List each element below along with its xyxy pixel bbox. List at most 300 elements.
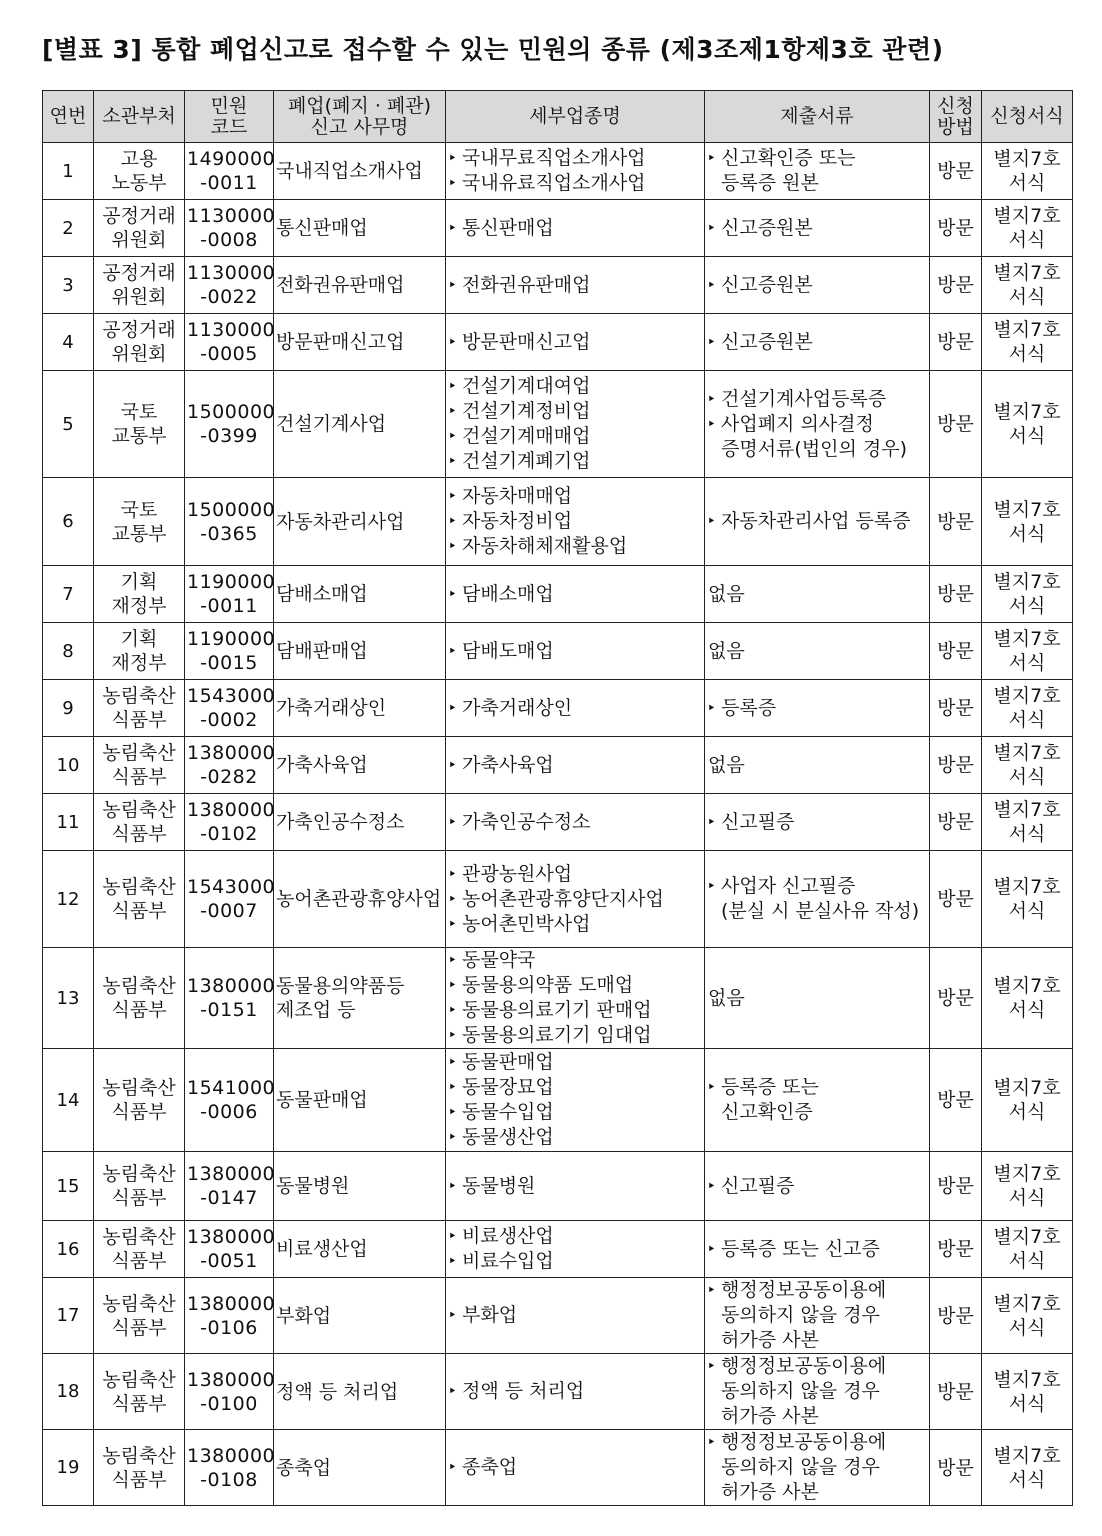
office-name-cell: 가축사육업	[274, 737, 446, 794]
required-docs-cell	[705, 1430, 930, 1506]
department-cell	[94, 794, 185, 851]
application-method-cell: 방문	[930, 478, 982, 566]
application-form-cell: 별지7호 서식	[982, 200, 1073, 257]
office-name-cell: 가축거래상인	[274, 680, 446, 737]
required-doc-item: ‣ 신고증원본	[707, 330, 927, 355]
application-form-cell: 별지7호 서식	[982, 1354, 1073, 1430]
required-docs-cell	[705, 680, 930, 737]
complaint-code-cell	[185, 623, 274, 680]
office-name-cell: 동물병원	[274, 1152, 446, 1221]
table-row	[43, 1152, 1073, 1221]
complaint-code-part: 1130000	[187, 262, 276, 284]
required-doc-item: ‣ 행정정보공동이용에 동의하지 않을 경우 허가증 사본	[707, 1354, 927, 1429]
sub-business-cell	[446, 566, 705, 623]
required-doc-item: ‣ 행정정보공동이용에 동의하지 않을 경우 허가증 사본	[707, 1430, 927, 1505]
sub-business-item: ‣ 가축사육업	[448, 753, 702, 778]
required-doc-item: ‣ 등록증 또는 신고확인증	[707, 1075, 927, 1125]
sub-business-item: ‣ 농어촌관광휴양단지사업	[448, 887, 702, 912]
complaint-code-part: -0008	[200, 229, 258, 251]
sub-business-item: ‣ 통신판매업	[448, 216, 702, 241]
complaint-types-table	[42, 90, 1073, 1506]
department-text: 국토 교통부	[111, 401, 167, 447]
required-doc-item: ‣ 신고증원본	[707, 216, 927, 241]
sub-business-item: ‣ 건설기계폐기업	[448, 449, 702, 474]
sub-business-item: ‣ 가축거래상인	[448, 696, 702, 721]
required-docs-none: 없음	[708, 583, 745, 605]
required-docs-cell	[705, 566, 930, 623]
required-docs-list	[707, 1278, 927, 1353]
row-number-cell: 10	[43, 737, 94, 794]
office-name-cell: 농어촌관광휴양사업	[274, 851, 446, 948]
department-text: 기획 재정부	[111, 628, 167, 674]
department-text: 기획 재정부	[111, 571, 167, 617]
complaint-code-part: 1380000	[187, 1163, 276, 1185]
application-method-cell: 방문	[930, 794, 982, 851]
required-docs-list	[707, 509, 927, 534]
row-number-cell: 7	[43, 566, 94, 623]
application-method-cell: 방문	[930, 1221, 982, 1278]
sub-business-cell	[446, 143, 705, 200]
complaint-code-cell	[185, 680, 274, 737]
complaint-code-cell	[185, 200, 274, 257]
sub-business-item: ‣ 동물약국	[448, 948, 702, 973]
application-form-cell: 별지7호 서식	[982, 143, 1073, 200]
sub-business-item: ‣ 국내유료직업소개사업	[448, 171, 702, 196]
header-cell-office: 폐업(폐지 · 폐관) 신고 사무명	[274, 91, 446, 143]
sub-business-item: ‣ 종축업	[448, 1455, 702, 1480]
sub-business-item: ‣ 동물장묘업	[448, 1075, 702, 1100]
sub-business-item: ‣ 동물수입업	[448, 1100, 702, 1125]
sub-business-list	[448, 1174, 702, 1199]
department-cell	[94, 478, 185, 566]
required-doc-item: ‣ 건설기계사업등록증	[707, 387, 927, 412]
application-method-cell: 방문	[930, 1430, 982, 1506]
application-method-cell: 방문	[930, 1152, 982, 1221]
department-text: 농림축산 식품부	[102, 1368, 176, 1415]
sub-business-list	[448, 810, 702, 835]
table-body	[43, 143, 1073, 1506]
sub-business-cell	[446, 1152, 705, 1221]
sub-business-cell	[446, 1278, 705, 1354]
table-row	[43, 478, 1073, 566]
sub-business-item: ‣ 가축인공수정소	[448, 810, 702, 835]
table-row	[43, 257, 1073, 314]
required-docs-cell	[705, 200, 930, 257]
department-text: 농림축산 식품부	[102, 1077, 176, 1123]
required-docs-list	[707, 216, 927, 241]
office-name-cell: 통신판매업	[274, 200, 446, 257]
header-cell-code: 민원 코드	[185, 91, 274, 143]
required-doc-item: ‣ 신고필증	[707, 1174, 927, 1199]
complaint-code-cell	[185, 371, 274, 478]
required-docs-cell	[705, 794, 930, 851]
row-number-cell: 4	[43, 314, 94, 371]
complaint-code-part: 1190000	[187, 571, 276, 593]
table-row	[43, 1278, 1073, 1354]
required-docs-list	[707, 810, 927, 835]
required-docs-cell	[705, 1221, 930, 1278]
department-cell	[94, 566, 185, 623]
sub-business-cell	[446, 1221, 705, 1278]
department-text: 공정거래 위원회	[102, 262, 176, 308]
required-docs-list	[707, 874, 927, 924]
required-docs-cell	[705, 478, 930, 566]
application-method-cell: 방문	[930, 851, 982, 948]
required-docs-cell	[705, 623, 930, 680]
application-method-cell: 방문	[930, 200, 982, 257]
department-text: 농림축산 식품부	[102, 975, 176, 1021]
sub-business-list	[448, 1303, 702, 1328]
sub-business-cell	[446, 478, 705, 566]
sub-business-list	[448, 753, 702, 778]
sub-business-list	[448, 696, 702, 721]
table-row	[43, 1221, 1073, 1278]
row-number-cell: 19	[43, 1430, 94, 1506]
application-form-cell: 별지7호 서식	[982, 257, 1073, 314]
complaint-code-part: -0282	[200, 766, 258, 788]
application-form-cell: 별지7호 서식	[982, 1221, 1073, 1278]
sub-business-item: ‣ 건설기계정비업	[448, 399, 702, 424]
sub-business-list	[448, 948, 702, 1048]
office-name-cell: 방문판매신고업	[274, 314, 446, 371]
department-cell	[94, 1049, 185, 1152]
sub-business-item: ‣ 비료생산업	[448, 1224, 702, 1249]
required-docs-list	[707, 1075, 927, 1125]
complaint-code-cell	[185, 948, 274, 1049]
department-cell	[94, 1221, 185, 1278]
sub-business-list	[448, 1455, 702, 1480]
required-docs-cell	[705, 1278, 930, 1354]
complaint-code-part: -0006	[200, 1101, 258, 1123]
department-text: 농림축산 식품부	[102, 1292, 176, 1339]
table-row	[43, 371, 1073, 478]
complaint-code-part: 1380000	[187, 799, 276, 821]
department-text: 국토 교통부	[111, 498, 167, 545]
department-text: 농림축산 식품부	[102, 685, 176, 731]
required-docs-cell	[705, 737, 930, 794]
department-text: 농림축산 식품부	[102, 1444, 176, 1491]
complaint-code-part: -0102	[200, 823, 258, 845]
required-docs-list	[707, 1237, 927, 1262]
complaint-code-cell	[185, 314, 274, 371]
application-form-cell: 별지7호 서식	[982, 623, 1073, 680]
complaint-code-part: 1541000	[187, 1077, 276, 1099]
required-docs-list	[707, 1174, 927, 1199]
complaint-code-part: -0108	[200, 1468, 258, 1491]
sub-business-list	[448, 862, 702, 937]
table-row	[43, 794, 1073, 851]
required-docs-list	[707, 1430, 927, 1505]
row-number-cell: 16	[43, 1221, 94, 1278]
complaint-code-part: -0002	[200, 709, 258, 731]
application-method-cell: 방문	[930, 371, 982, 478]
department-text: 농림축산 식품부	[102, 799, 176, 845]
complaint-code-cell	[185, 1354, 274, 1430]
table-row	[43, 948, 1073, 1049]
complaint-code-cell	[185, 257, 274, 314]
sub-business-item: ‣ 정액 등 처리업	[448, 1379, 702, 1404]
department-cell	[94, 1354, 185, 1430]
complaint-code-cell	[185, 851, 274, 948]
application-form-cell: 별지7호 서식	[982, 1430, 1073, 1506]
required-doc-item: ‣ 신고필증	[707, 810, 927, 835]
sub-business-item: ‣ 농어촌민박사업	[448, 912, 702, 937]
department-cell	[94, 371, 185, 478]
sub-business-item: ‣ 자동차해체재활용업	[448, 534, 702, 559]
complaint-code-cell	[185, 566, 274, 623]
application-method-cell: 방문	[930, 1049, 982, 1152]
required-docs-list	[707, 146, 927, 196]
required-doc-item: ‣ 사업폐지 의사결정 증명서류(법인의 경우)	[707, 412, 927, 462]
office-name-cell: 동물판매업	[274, 1049, 446, 1152]
application-form-cell: 별지7호 서식	[982, 566, 1073, 623]
sub-business-item: ‣ 부화업	[448, 1303, 702, 1328]
sub-business-item: ‣ 담배도매업	[448, 639, 702, 664]
department-cell	[94, 948, 185, 1049]
application-form-cell: 별지7호 서식	[982, 948, 1073, 1049]
department-text: 공정거래 위원회	[102, 205, 176, 251]
department-cell	[94, 1278, 185, 1354]
department-cell	[94, 851, 185, 948]
table-row	[43, 200, 1073, 257]
table-row	[43, 1354, 1073, 1430]
sub-business-list	[448, 374, 702, 474]
department-cell	[94, 680, 185, 737]
required-docs-list	[707, 330, 927, 355]
sub-business-item: ‣ 자동차매매업	[448, 484, 702, 509]
table-row	[43, 143, 1073, 200]
table-row	[43, 851, 1073, 948]
complaint-code-cell	[185, 1430, 274, 1506]
office-name-cell: 담배판매업	[274, 623, 446, 680]
office-name-cell: 종축업	[274, 1430, 446, 1506]
required-doc-item: ‣ 신고확인증 또는 등록증 원본	[707, 146, 927, 196]
complaint-code-part: -0151	[200, 999, 258, 1021]
required-doc-item: ‣ 등록증	[707, 696, 927, 721]
required-docs-cell	[705, 314, 930, 371]
sub-business-cell	[446, 1049, 705, 1152]
office-name-cell: 건설기계사업	[274, 371, 446, 478]
department-text: 농림축산 식품부	[102, 876, 176, 922]
sub-business-cell	[446, 257, 705, 314]
sub-business-list	[448, 146, 702, 196]
sub-business-item: ‣ 건설기계대여업	[448, 374, 702, 399]
row-number-cell: 14	[43, 1049, 94, 1152]
complaint-code-cell	[185, 143, 274, 200]
sub-business-item: ‣ 국내무료직업소개사업	[448, 146, 702, 171]
sub-business-cell	[446, 200, 705, 257]
application-form-cell: 별지7호 서식	[982, 1278, 1073, 1354]
complaint-code-part: 1500000	[187, 498, 276, 521]
complaint-code-part: -0007	[200, 900, 258, 922]
sub-business-item: ‣ 동물판매업	[448, 1050, 702, 1075]
required-docs-cell	[705, 948, 930, 1049]
sub-business-list	[448, 273, 702, 298]
complaint-code-part: -0011	[200, 595, 258, 617]
sub-business-list	[448, 484, 702, 559]
application-form-cell: 별지7호 서식	[982, 794, 1073, 851]
required-doc-item: ‣ 행정정보공동이용에 동의하지 않을 경우 허가증 사본	[707, 1278, 927, 1353]
required-docs-list	[707, 387, 927, 462]
complaint-code-cell	[185, 737, 274, 794]
office-name-cell: 비료생산업	[274, 1221, 446, 1278]
required-docs-cell	[705, 851, 930, 948]
office-name-cell: 전화권유판매업	[274, 257, 446, 314]
table-row	[43, 680, 1073, 737]
complaint-code-part: 1130000	[187, 205, 276, 227]
complaint-code-part: -0147	[200, 1187, 258, 1209]
complaint-code-cell	[185, 1278, 274, 1354]
department-text: 농림축산 식품부	[102, 742, 176, 788]
required-docs-cell	[705, 371, 930, 478]
sub-business-list	[448, 639, 702, 664]
header-cell-method: 신청 방법	[930, 91, 982, 143]
application-form-cell: 별지7호 서식	[982, 680, 1073, 737]
complaint-code-part: 1380000	[187, 975, 276, 997]
sub-business-list	[448, 1379, 702, 1404]
row-number-cell: 5	[43, 371, 94, 478]
row-number-cell: 11	[43, 794, 94, 851]
complaint-code-cell	[185, 478, 274, 566]
department-cell	[94, 200, 185, 257]
department-cell	[94, 623, 185, 680]
application-method-cell: 방문	[930, 257, 982, 314]
application-method-cell: 방문	[930, 1354, 982, 1430]
required-docs-cell	[705, 1152, 930, 1221]
required-docs-none: 없음	[708, 640, 745, 662]
header-cell-dept: 소관부처	[94, 91, 185, 143]
application-method-cell: 방문	[930, 680, 982, 737]
complaint-code-cell	[185, 1049, 274, 1152]
document-title: [별표 3] 통합 폐업신고로 접수할 수 있는 민원의 종류 (제3조제1항제3호 관련)	[42, 35, 944, 64]
application-form-cell: 별지7호 서식	[982, 371, 1073, 478]
required-docs-cell	[705, 1354, 930, 1430]
sub-business-item: ‣ 전화권유판매업	[448, 273, 702, 298]
required-docs-none: 없음	[708, 987, 745, 1009]
application-form-cell: 별지7호 서식	[982, 1152, 1073, 1221]
sub-business-item: ‣ 담배소매업	[448, 582, 702, 607]
row-number-cell: 18	[43, 1354, 94, 1430]
sub-business-item: ‣ 동물병원	[448, 1174, 702, 1199]
required-docs-cell	[705, 1049, 930, 1152]
required-docs-cell	[705, 143, 930, 200]
complaint-code-part: -0051	[200, 1250, 258, 1272]
complaint-code-part: 1500000	[187, 401, 276, 423]
sub-business-cell	[446, 1430, 705, 1506]
complaint-code-part: -0106	[200, 1316, 258, 1339]
department-text: 농림축산 식품부	[102, 1226, 176, 1272]
required-docs-cell	[705, 257, 930, 314]
department-text: 공정거래 위원회	[102, 319, 176, 365]
application-method-cell: 방문	[930, 566, 982, 623]
table-row	[43, 1049, 1073, 1152]
department-cell	[94, 1430, 185, 1506]
row-number-cell: 9	[43, 680, 94, 737]
department-cell	[94, 257, 185, 314]
sub-business-cell	[446, 371, 705, 478]
application-form-cell: 별지7호 서식	[982, 478, 1073, 566]
header-cell-no: 연번	[43, 91, 94, 143]
row-number-cell: 8	[43, 623, 94, 680]
row-number-cell: 3	[43, 257, 94, 314]
table-row	[43, 314, 1073, 371]
application-form-cell: 별지7호 서식	[982, 314, 1073, 371]
sub-business-item: ‣ 동물용의약품 도매업	[448, 973, 702, 998]
application-method-cell: 방문	[930, 623, 982, 680]
department-cell	[94, 737, 185, 794]
office-name-cell: 자동차관리사업	[274, 478, 446, 566]
required-docs-list	[707, 696, 927, 721]
application-method-cell: 방문	[930, 143, 982, 200]
sub-business-item: ‣ 관광농원사업	[448, 862, 702, 887]
sub-business-cell	[446, 314, 705, 371]
required-doc-item: ‣ 자동차관리사업 등록증	[707, 509, 927, 534]
table-row	[43, 1430, 1073, 1506]
sub-business-cell	[446, 851, 705, 948]
complaint-code-part: 1380000	[187, 1292, 276, 1315]
sub-business-list	[448, 1224, 702, 1274]
sub-business-cell	[446, 1354, 705, 1430]
row-number-cell: 6	[43, 478, 94, 566]
header-cell-items: 세부업종명	[446, 91, 705, 143]
required-doc-item: ‣ 신고증원본	[707, 273, 927, 298]
application-form-cell: 별지7호 서식	[982, 737, 1073, 794]
complaint-code-cell	[185, 1152, 274, 1221]
complaint-code-part: 1380000	[187, 742, 276, 764]
complaint-code-part: -0015	[200, 652, 258, 674]
complaint-code-part: 1190000	[187, 628, 276, 650]
complaint-code-cell	[185, 794, 274, 851]
sub-business-item: ‣ 방문판매신고업	[448, 330, 702, 355]
complaint-code-part: 1130000	[187, 319, 276, 341]
application-form-cell: 별지7호 서식	[982, 1049, 1073, 1152]
complaint-code-part: 1543000	[187, 685, 276, 707]
sub-business-list	[448, 216, 702, 241]
application-method-cell: 방문	[930, 948, 982, 1049]
sub-business-cell	[446, 623, 705, 680]
complaint-code-part: -0100	[200, 1392, 258, 1415]
application-form-cell: 별지7호 서식	[982, 851, 1073, 948]
table-row	[43, 623, 1073, 680]
table-row	[43, 566, 1073, 623]
sub-business-cell	[446, 794, 705, 851]
required-docs-list	[707, 273, 927, 298]
sub-business-item: ‣ 동물용의료기기 임대업	[448, 1023, 702, 1048]
header-cell-form: 신청서식	[982, 91, 1073, 143]
table-row	[43, 737, 1073, 794]
application-method-cell: 방문	[930, 737, 982, 794]
office-name-cell: 가축인공수정소	[274, 794, 446, 851]
complaint-code-part: 1380000	[187, 1368, 276, 1391]
application-method-cell: 방문	[930, 314, 982, 371]
office-name-cell: 동물용의약품등 제조업 등	[274, 948, 446, 1049]
complaint-code-cell	[185, 1221, 274, 1278]
application-method-cell: 방문	[930, 1278, 982, 1354]
sub-business-cell	[446, 948, 705, 1049]
complaint-code-part: -0365	[200, 522, 258, 545]
complaint-code-part: -0005	[200, 343, 258, 365]
department-cell	[94, 314, 185, 371]
sub-business-item: ‣ 동물용의료기기 판매업	[448, 998, 702, 1023]
sub-business-cell	[446, 680, 705, 737]
complaint-code-part: -0011	[200, 172, 258, 194]
complaint-code-part: -0022	[200, 286, 258, 308]
office-name-cell: 담배소매업	[274, 566, 446, 623]
sub-business-list	[448, 1050, 702, 1150]
header-cell-docs: 제출서류	[705, 91, 930, 143]
required-docs-none: 없음	[708, 754, 745, 776]
office-name-cell: 부화업	[274, 1278, 446, 1354]
